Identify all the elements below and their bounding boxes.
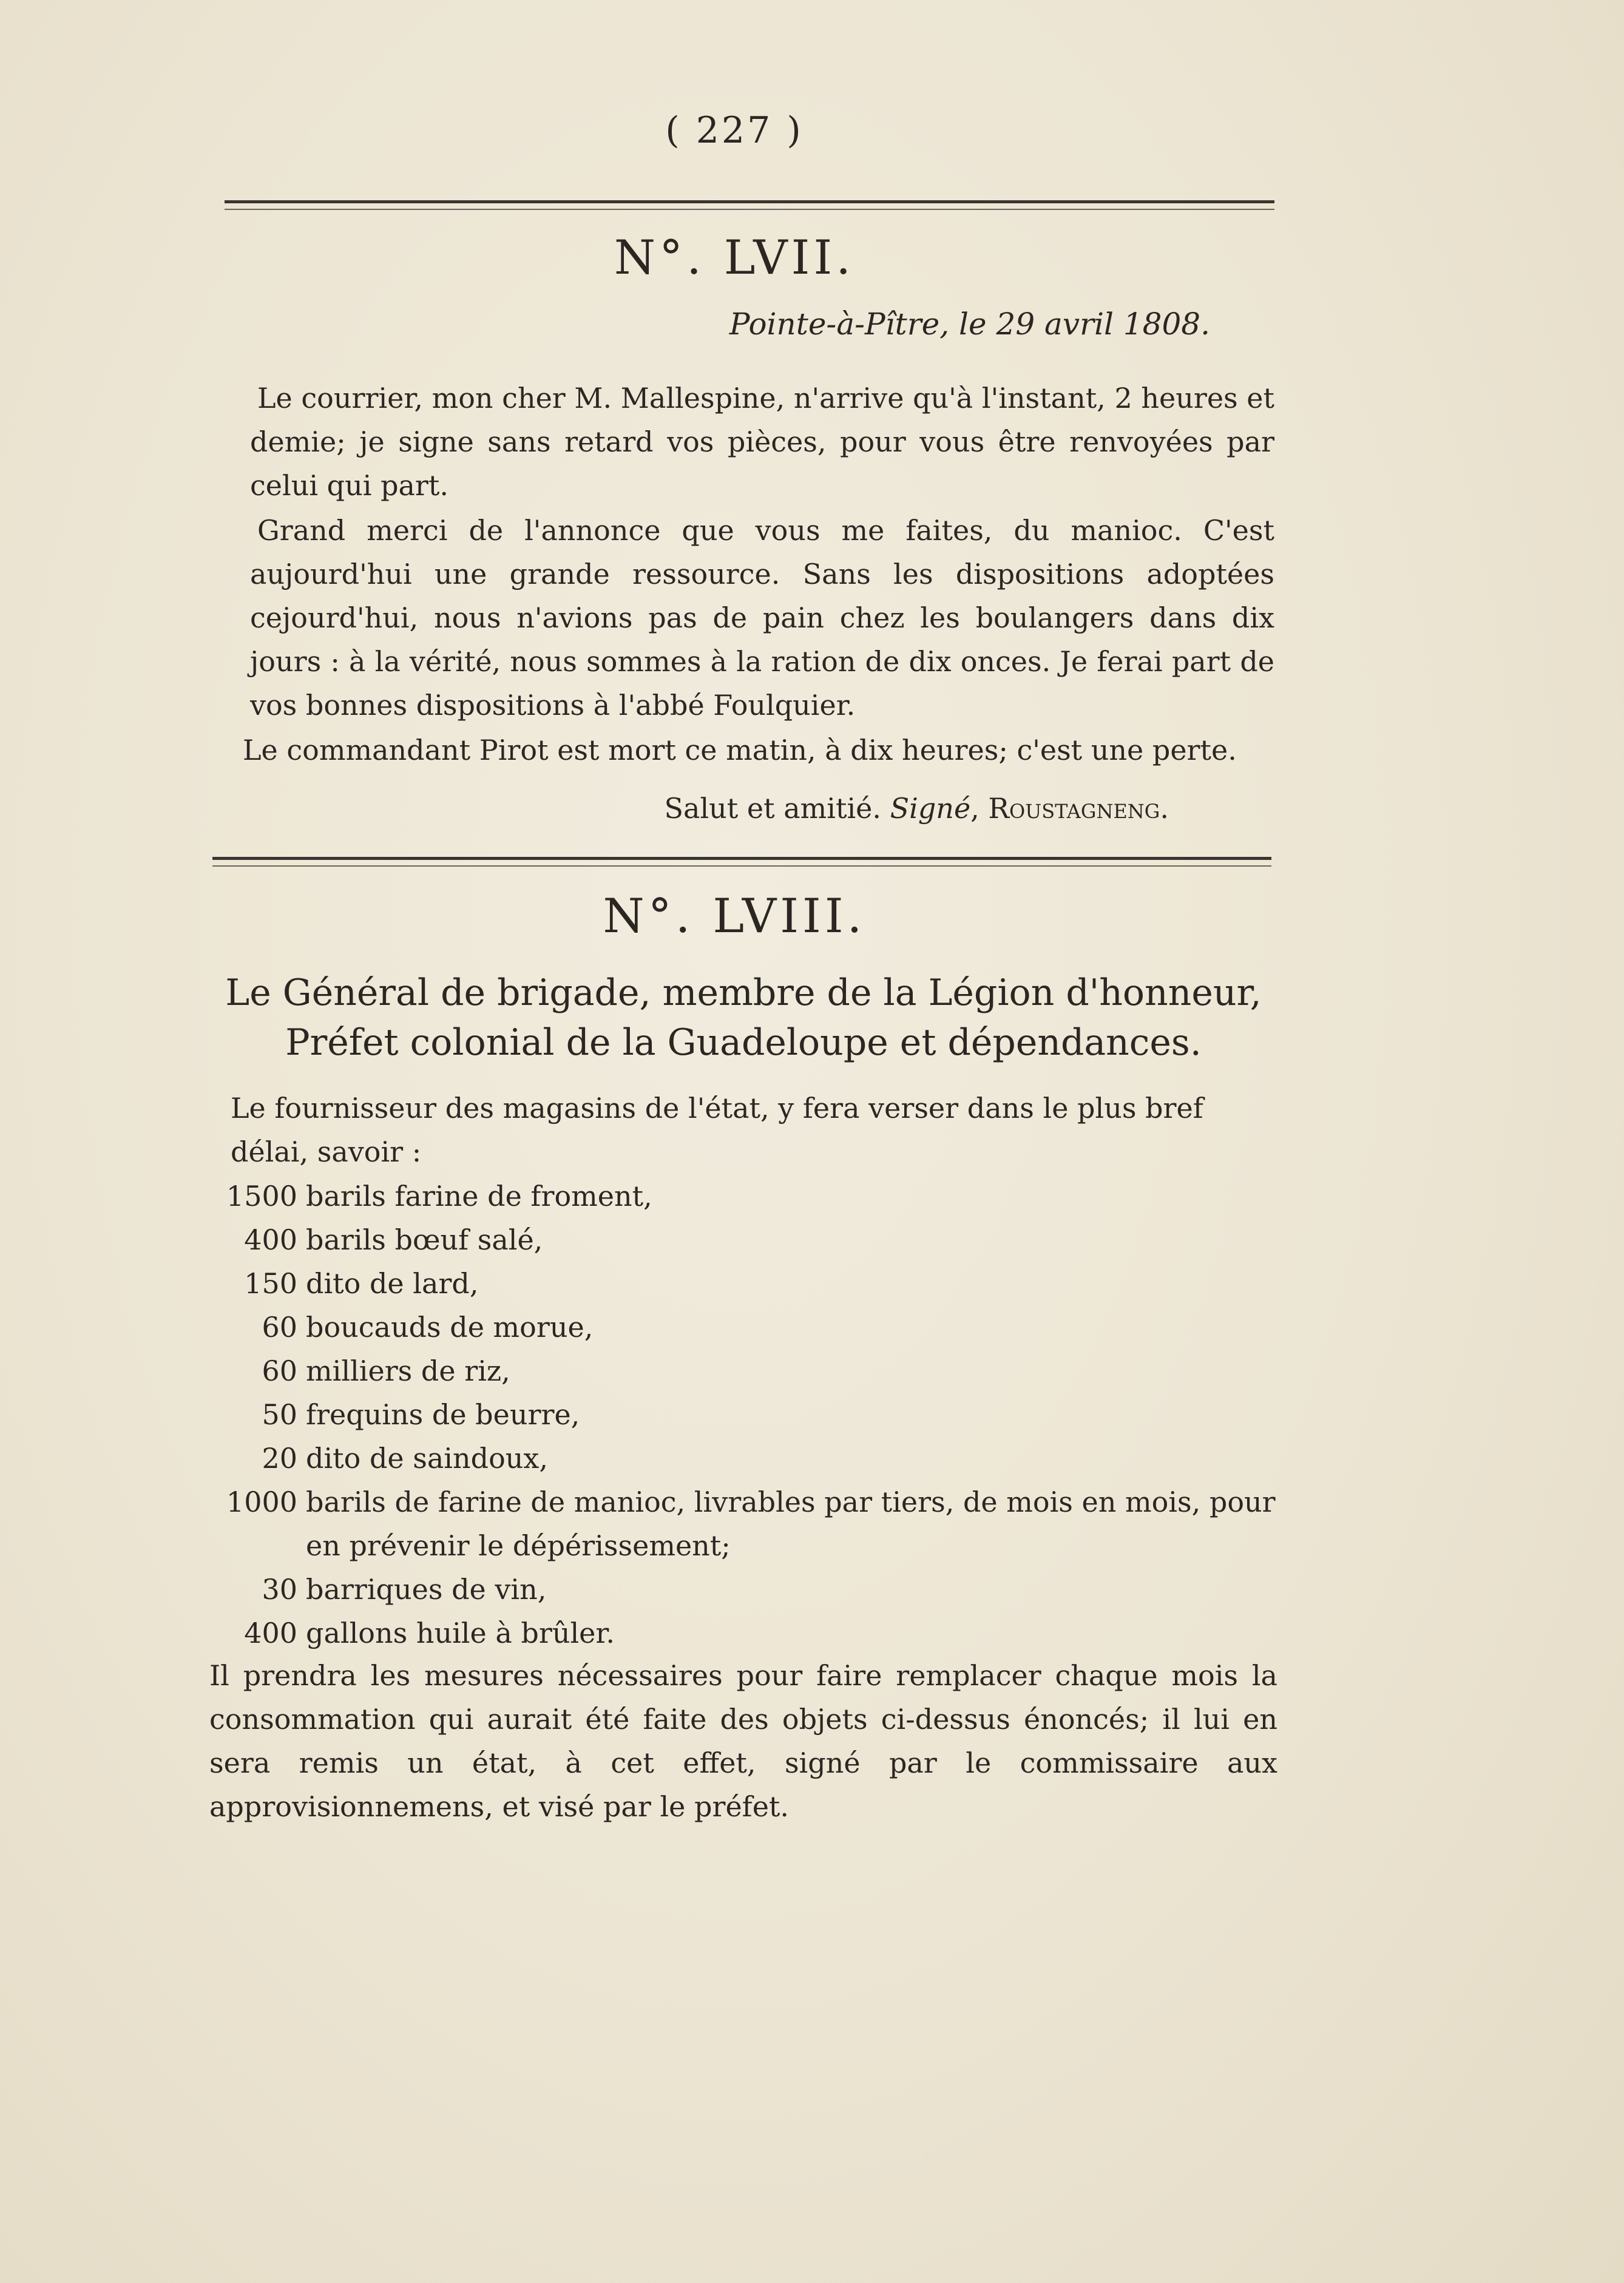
top-divider-rule-thin xyxy=(225,209,1274,210)
supply-list xyxy=(225,1174,1281,1655)
list-item-quantity: 60 xyxy=(262,1311,297,1344)
section-lviii-title: Le Général de brigade, membre de la Légion d'honneur, Préfet colonial de la Guadeloupe et dépendances. xyxy=(225,972,1262,1064)
list-item xyxy=(225,1262,1281,1305)
signature-signed-word: Signé xyxy=(890,792,971,825)
section-lvii-heading: N°. LVII. xyxy=(614,231,855,285)
middle-divider-rule-thin xyxy=(212,865,1271,867)
list-item-quantity: 30 xyxy=(262,1573,297,1606)
list-item xyxy=(225,1393,1281,1436)
list-item-text: barriques de vin, xyxy=(306,1573,547,1606)
section-lviii-intro: Le fournisseur des magasins de l'état, y fera verser dans le plus bref délai, savoir : xyxy=(231,1092,1203,1168)
list-item-quantity: 400 xyxy=(244,1617,297,1649)
section-lvii-signature: Salut et amitié. Signé, Roustagneng. xyxy=(664,792,1169,825)
list-item xyxy=(225,1174,1281,1218)
list-item-quantity: 1000 xyxy=(226,1486,297,1518)
list-item xyxy=(225,1568,1281,1611)
list-item xyxy=(225,1218,1281,1262)
list-item-quantity: 400 xyxy=(244,1223,297,1256)
list-item-quantity: 20 xyxy=(262,1442,297,1475)
list-item-text: barils farine de froment, xyxy=(306,1180,652,1213)
list-item-text: boucauds de morue, xyxy=(306,1311,594,1344)
list-item xyxy=(225,1436,1281,1480)
list-item-text: dito de saindoux, xyxy=(306,1442,548,1475)
list-item-text: frequins de beurre, xyxy=(306,1398,580,1431)
section-lvii-paragraph-2: Grand merci de l'annonce que vous me faites, du manioc. C'est aujourd'hui une grande ressource. Sans les dispositions adoptées cejourd'hui, nous n'avions pas de pain chez les boulangers dans dix jours : à la vérité, nous sommes à la ration de dix onces. Je ferai part de vos bonnes dispositions à l'abbé Foulquier. xyxy=(250,514,1274,722)
page-number: ( 227 ) xyxy=(665,109,804,152)
list-item-text: barils bœuf salé, xyxy=(306,1223,543,1256)
section-lvii-dateline: Pointe-à-Pître, le 29 avril 1808. xyxy=(729,306,1210,342)
list-item-text: milliers de riz, xyxy=(306,1355,510,1387)
list-item xyxy=(225,1305,1281,1349)
list-item-quantity: 50 xyxy=(262,1398,297,1431)
list-item xyxy=(225,1611,1281,1655)
section-lvii-paragraph-3: Le commandant Pirot est mort ce matin, à dix heures; c'est une perte. xyxy=(243,734,1237,766)
list-item-quantity: 60 xyxy=(262,1355,297,1387)
list-item-quantity: 150 xyxy=(244,1267,297,1300)
list-item xyxy=(225,1349,1281,1393)
signature-salutation: Salut et amitié. xyxy=(664,792,882,825)
signature-name: Roustagneng. xyxy=(988,792,1169,825)
list-item-text: gallons huile à brûler. xyxy=(306,1617,615,1649)
top-divider-rule xyxy=(225,200,1274,203)
list-item-quantity: 1500 xyxy=(226,1180,297,1213)
list-item xyxy=(225,1480,1281,1568)
section-lvii-paragraph-1: Le courrier, mon cher M. Mallespine, n'arrive qu'à l'instant, 2 heures et demie; je signe sans retard vos pièces, pour vous être renvoyées par celui qui part. xyxy=(250,382,1274,502)
list-item-text: barils de farine de manioc, livrables par tiers, de mois en mois, pour en prévenir le dépérissement; xyxy=(306,1486,1276,1562)
middle-divider-rule xyxy=(212,857,1271,860)
section-lviii-outro: Il prendra les mesures nécessaires pour faire remplacer chaque mois la consommation qui aurait été faite des objets ci-dessus énoncés; il lui en sera remis un état, à cet effet, signé par le commissaire aux approvisionnemens, et visé par le préfet. xyxy=(209,1659,1277,1823)
list-item-text: dito de lard, xyxy=(306,1267,479,1300)
section-lviii-heading: N°. LVIII. xyxy=(603,889,866,944)
